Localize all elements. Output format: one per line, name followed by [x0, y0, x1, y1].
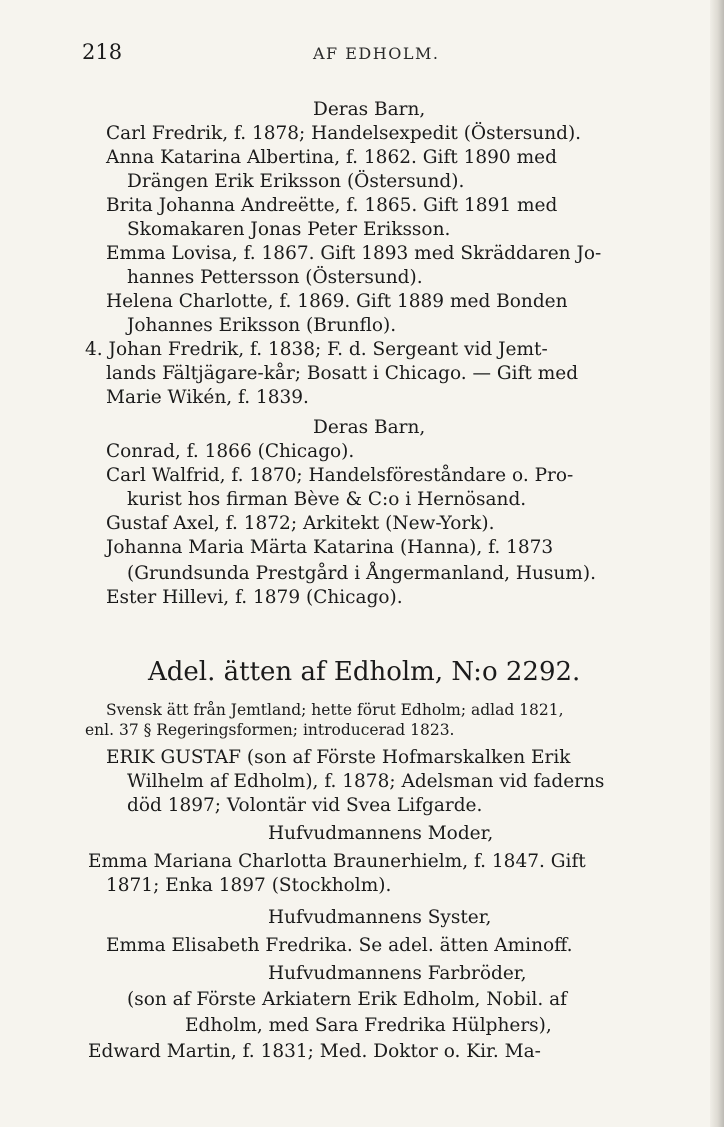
entry-text: Drängen Erik Eriksson (Östersund).	[127, 171, 465, 192]
entry-text: Brita Johanna Andreëtte, f. 1865. Gift 1891 med	[106, 195, 558, 216]
entry-text: Edholm, med Sara Fredrika Hülphers),	[185, 1015, 552, 1036]
text-line	[0, 960, 724, 988]
entry-text: död 1897; Volontär vid Svea Lifgarde.	[127, 795, 483, 816]
entry-text: Wilhelm af Edholm), f. 1878; Adelsman vid faderns	[127, 771, 605, 792]
text-line	[0, 534, 724, 562]
entry-text: Ester Hillevi, f. 1879 (Chicago).	[106, 587, 403, 608]
entry-text: hannes Pettersson (Östersund).	[127, 267, 423, 288]
entry-text: (son af Förste Arkiatern Erik Edholm, Nobil. af	[127, 989, 567, 1010]
text-line	[0, 716, 724, 744]
entry-text: Marie Wikén, f. 1839.	[106, 387, 309, 408]
entry-text: ERIK GUSTAF (son af Förste Hofmarskalken Erik	[106, 747, 571, 768]
entry-text: Emma Elisabeth Fredrika. Se adel. ätten Aminoff.	[106, 935, 573, 956]
text-line	[0, 1038, 724, 1066]
section-label: Deras Barn,	[313, 417, 426, 438]
entry-text: Emma Mariana Charlotta Braunerhielm, f. 1847. Gift	[88, 851, 586, 872]
section-label: Hufvudmannens Syster,	[268, 907, 492, 928]
entry-text: Johannes Eriksson (Brunflo).	[127, 315, 397, 336]
section-label: Hufvudmannens Farbröder,	[268, 963, 527, 984]
text-line	[0, 1012, 724, 1040]
entry-text: Conrad, f. 1866 (Chicago).	[106, 441, 355, 462]
text-line	[0, 792, 724, 820]
entry-text: Helena Charlotte, f. 1869. Gift 1889 med Bonden	[106, 291, 568, 312]
section-label: Deras Barn,	[313, 99, 426, 120]
page-number: 218	[82, 40, 123, 64]
entry-text: 4. Johan Fredrik, f. 1838; F. d. Sergeant vid Jemt-	[85, 339, 548, 360]
text-line	[0, 820, 724, 848]
lineage-note: Svensk ätt från Jemtland; hette förut Edholm; adlad 1821,	[106, 701, 564, 719]
entry-text: Gustaf Axel, f. 1872; Arkitekt (New-York).	[106, 513, 495, 534]
entry-text: lands Fältjägare-kår; Bosatt i Chicago. — Gift med	[106, 363, 579, 384]
text-line	[0, 986, 724, 1014]
lineage-note: enl. 37 § Regeringsformen; introducerad 1823.	[85, 721, 455, 739]
entry-text: (Grundsunda Prestgård i Ångermanland, Husum).	[127, 563, 596, 584]
entry-text: Johanna Maria Märta Katarina (Hanna), f. 1873	[106, 537, 554, 558]
entry-text: Emma Lovisa, f. 1867. Gift 1893 med Skräddaren Jo-	[106, 243, 602, 264]
section-heading-line	[0, 654, 724, 690]
entry-text: Skomakaren Jonas Peter Eriksson.	[127, 219, 451, 240]
section-label: Hufvudmannens Moder,	[268, 823, 494, 844]
text-line	[0, 584, 724, 612]
entry-text: Carl Fredrik, f. 1878; Handelsexpedit (Östersund).	[106, 123, 582, 144]
text-line	[0, 872, 724, 900]
entry-text: Carl Walfrid, f. 1870; Handelsföreståndare o. Pro-	[106, 465, 574, 486]
entry-text: 1871; Enka 1897 (Stockholm).	[106, 875, 392, 896]
text-line	[0, 384, 724, 412]
entry-text: Anna Katarina Albertina, f. 1862. Gift 1890 med	[106, 147, 557, 168]
entry-text: Edward Martin, f. 1831; Med. Doktor o. Kir. Ma-	[88, 1041, 541, 1062]
section-heading: Adel. ätten af Edholm, N:o 2292.	[148, 657, 581, 687]
text-line	[0, 932, 724, 960]
running-title: AF EDHOLM.	[313, 44, 440, 63]
text-line	[0, 904, 724, 932]
entry-text: kurist hos firman Bève & C:o i Hernösand.	[127, 489, 527, 510]
